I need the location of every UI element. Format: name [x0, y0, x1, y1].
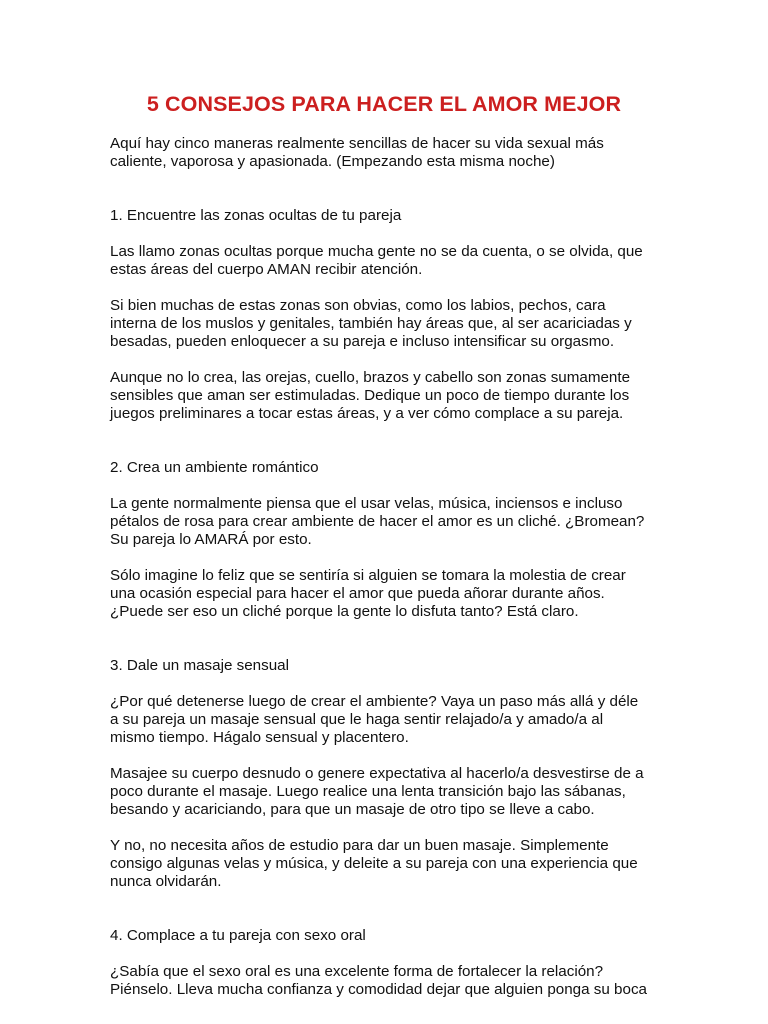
section-4-heading: 4. Complace a tu pareja con sexo oral — [110, 927, 366, 944]
section-2-paragraph-2: Sólo imagine lo feliz que se sentiría si alguien se tomara la molestia de crear una ocasión especial para hacer el amor que pueda añorar durante años. ¿Puede ser eso un cliché porque la gente lo disfuta tanto? Está claro. — [110, 567, 626, 620]
section-1-heading: 1. Encuentre las zonas ocultas de tu pareja — [110, 207, 402, 224]
section-3-paragraph-3: Y no, no necesita años de estudio para dar un buen masaje. Simplemente consigo algunas velas y música, y deleite a su pareja con una experiencia que nunca olvidarán. — [110, 837, 638, 890]
section-3-heading: 3. Dale un masaje sensual — [110, 657, 289, 674]
section-2-heading: 2. Crea un ambiente romántico — [110, 459, 319, 476]
intro-paragraph: Aquí hay cinco maneras realmente sencillas de hacer su vida sexual más caliente, vaporosa y apasionada. (Empezando esta misma noche) — [110, 135, 604, 170]
section-1-paragraph-2: Si bien muchas de estas zonas son obvias, como los labios, pechos, cara interna de los muslos y genitales, también hay áreas que, al ser acariciadas y besadas, pueden enloquecer a su pareja e incluso intensificar su orgasmo. — [110, 297, 632, 350]
section-1-paragraph-1: Las llamo zonas ocultas porque mucha gente no se da cuenta, o se olvida, que estas áreas del cuerpo AMAN recibir atención. — [110, 243, 643, 278]
section-4-paragraph-1: ¿Sabía que el sexo oral es una excelente forma de fortalecer la relación? Piénselo. Lleva mucha confianza y comodidad dejar que alguien ponga su boca — [110, 963, 647, 998]
document-body — [110, 135, 670, 999]
section-3-paragraph-1: ¿Por qué detenerse luego de crear el ambiente? Vaya un paso más allá y déle a su pareja un masaje sensual que le haga sentir relajado/a y amado/a al mismo tiempo. Hágalo sensual y placentero. — [110, 693, 639, 746]
section-1-paragraph-3: Aunque no lo crea, las orejas, cuello, brazos y cabello son zonas sumamente sensibles que aman ser estimuladas. Dedique un poco de tiempo durante los juegos preliminares a tocar estas áreas, y a ver cómo complace a su pareja. — [110, 369, 631, 422]
document-title: 5 CONSEJOS PARA HACER EL AMOR MEJOR — [146, 92, 622, 116]
section-3-paragraph-2: Masajee su cuerpo desnudo o genere expectativa al hacerlo/a desvestirse de a poco durante el masaje. Luego realice una lenta transición bajo las sábanas, besando y acariciando, para que un masaje de otro tipo se lleve a cabo. — [110, 765, 644, 818]
section-2-paragraph-1: La gente normalmente piensa que el usar velas, música, inciensos e incluso pétalos de rosa para crear ambiente de hacer el amor es un cliché. ¿Bromean? Su pareja lo AMARÁ por esto. — [110, 495, 645, 548]
